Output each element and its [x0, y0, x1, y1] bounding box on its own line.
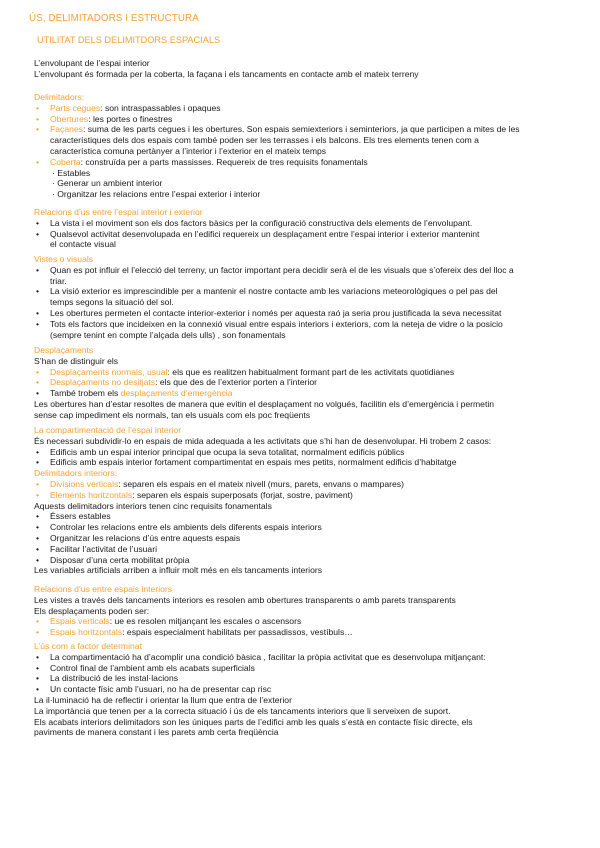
list-item: • La compartimentació ha d’acomplir una condició bàsica , facilitar la pròpia activitat que es desenvolupa mitjançant: [34, 652, 594, 663]
delimitadors-block [34, 92, 594, 200]
subsection-heading: Delimitadors interiors: [34, 468, 118, 479]
list-item: • Façanes: suma de les parts cegues i les obertures. Son espais semiexteriors i seminteriors, ja que participen a mites de les [34, 124, 594, 135]
delimitadors-heading: Delimitadors: [34, 92, 85, 102]
list-item: • Edificis amb un espai interior principal que ocupa la seva totalitat, normalment edificis públics [34, 447, 594, 458]
list-item: • Edificis amb espais interior fortament compartimentat en espais mes petits, normalment edificis d’habitatge [34, 457, 594, 468]
section-heading: L’ús com a factor determinat [34, 641, 142, 651]
list-item: • Desplaçaments no desitjats: els que des de l’exterior porten a l’interior [34, 377, 594, 388]
paragraph-line: Les variables artificials arriben a influir molt més en els tancaments interiors [34, 565, 323, 576]
list-item: • Facilitar l’activitat de l’usuari [34, 544, 594, 555]
list-item: • Organitzar les relacions d’ús entre aquests espais [34, 533, 594, 544]
list-item: • Controlar les relacions entre els ambients dels diferents espais interiors [34, 522, 594, 533]
list-item: • Espais horitzontals: espais especialment habilitats per passadissos, vestíbuls… [34, 627, 594, 638]
document-title: ÚS, DELIMITADORS I ESTRUCTURA [29, 13, 199, 24]
list-item: • Qualsevol activitat desenvolupada en l’edifici requereix un desplaçament entre l’espai interior i exterior mantenint [34, 229, 594, 240]
list-item: • Quan es pot influir el l’elecció del terreny, un factor important pera decidir serà el de les visuals que s’ofereix des del lloc a [34, 265, 594, 276]
list-item: • Coberta: construïda per a parts massisses. Requereix de tres requisits fonamentals [34, 157, 594, 168]
section-heading: Vistes o visuals [34, 254, 94, 264]
intro-text: L’envolupant és formada per la coberta, la façana i els tancaments en contacte amb el mateix terreny [34, 68, 419, 79]
desplacaments-block [34, 345, 594, 421]
paragraph-line: paviments de manera constant i les parets amb certa freqüència [34, 727, 279, 738]
section-lead: Aquests delimitadors interiors tenen cinc requisits fonamentals [34, 500, 272, 511]
list-item: • Éssers estables [34, 511, 594, 522]
list-item: • Obertures: les portes o finestres [34, 114, 594, 125]
section-lead: És necessari subdividir-lo en espais de mida adequada a les activitats que s’hi han de desenvolupar. Hi trobem 2 casos: [34, 435, 492, 446]
sub-item: · Generar un ambient interior [52, 178, 163, 189]
vistes-block [34, 254, 594, 340]
section-lead: Les vistes a través dels tancaments interiors es resolen amb obertures transparents o amb parets transparents [34, 594, 456, 605]
list-item: • La distribució de les instal·lacions [34, 673, 594, 684]
section-heading: Desplaçaments [34, 345, 94, 355]
list-item: • Parts cegues: son intraspassables i opaques [34, 103, 594, 114]
relacions-ext-block [34, 207, 594, 250]
relacions-int-block [34, 584, 594, 638]
list-item: • Control final de l’ambient amb els acabats superficials [34, 663, 594, 674]
list-item: • També trobem els desplaçaments d’emergència [34, 388, 594, 399]
section-heading: Relacions d’us entre espais interiors [34, 584, 173, 594]
list-item-continuation: temps segons la situació del sol. [50, 297, 174, 308]
list-item-continuation: característiques dels dos espais com també poden ser les terrasses i els balcons. Els tres elements tenen com a [50, 135, 479, 146]
list-item-continuation: triar. [50, 275, 67, 286]
section-lead: S’han de distinguir els [34, 355, 119, 366]
list-item-continuation: característica comuna pertànyer a l’interior i l’exterior en el mateix temps [50, 145, 327, 156]
section-subtitle: UTILITAT DELS DELIMITDORS ESPACIALS [37, 35, 221, 45]
intro-heading: L’envolupant de l’espai interior [34, 58, 150, 68]
paragraph-line: Els acabats interiors delimitadors son les úniques parts de l’edifici amb les quals s’està en contacte físic directe, els [34, 716, 473, 727]
section-lead: Els desplaçaments poden ser: [34, 605, 150, 616]
list-item-continuation: (sempre tenint en compte l’alçada dels ulls) , son fonamentals [50, 329, 286, 340]
list-item: • Divisions verticals: separen els espais en el mateix nivell (murs, parets, envans o mampares) [34, 479, 594, 490]
list-item: • Un contacte físic amb l’usuari, no ha de presentar cap risc [34, 684, 594, 695]
list-item: • Disposar d’una certa mobilitat pròpia [34, 555, 594, 566]
us-factor-block [34, 641, 594, 738]
list-item-continuation: el contacte visual [50, 239, 116, 250]
sub-item: · Estables [52, 167, 91, 178]
paragraph-line: La il·luminació ha de reflectir i orientar la llum que entra de l’exterior [34, 694, 292, 705]
list-item: • Espais verticals: ue es resolen mitjançant les escales o ascensors [34, 616, 594, 627]
list-item: • Desplaçaments normals, usual: els que es realitzen habitualment formant part de les activitats quotidianes [34, 367, 594, 378]
list-item: • La visió exterior es imprescindible per a mantenir el nostre contacte amb les variacions meteorològiques o pel pas del [34, 286, 594, 297]
section-heading: La compartimentació de l’espai interior [34, 425, 182, 435]
paragraph-line: La importància que tenen per a la correcta situació i ús de els tancaments interiors que li serveixen de suport. [34, 705, 451, 716]
list-item: • Tots els factors que incideixen en la connexió visual entre espais interiors i exteriors, com la neteja de vidre o la posicio [34, 319, 594, 330]
intro-block [34, 58, 594, 80]
section-heading: Relacions d’us entre l’espai interior i exterior [34, 207, 203, 217]
list-item: • Les obertures permeten el contacte interior-exterior i només per aquesta raó ja seria prou justificada la seva necessitat [34, 308, 594, 319]
paragraph-line: Les obertures han d’estar resoltes de manera que evitin el desplaçament no volgués, facilitin els d’emergència i permetin [34, 398, 495, 409]
sub-item: · Organitzar les relacions entre l’espai exterior i interior [52, 189, 261, 200]
list-item: • Elements horitzontals: separen els espais superposats (forjat, sostre, paviment) [34, 490, 594, 501]
paragraph-line: sense cap impediment els normals, tan els usuals com els poc freqüents [34, 409, 311, 420]
compartimentacio-block [34, 425, 594, 576]
list-item: • La vista i el moviment son els dos factors bàsics per la configuració constructiva dels elements de l’envolupant. [34, 218, 594, 229]
